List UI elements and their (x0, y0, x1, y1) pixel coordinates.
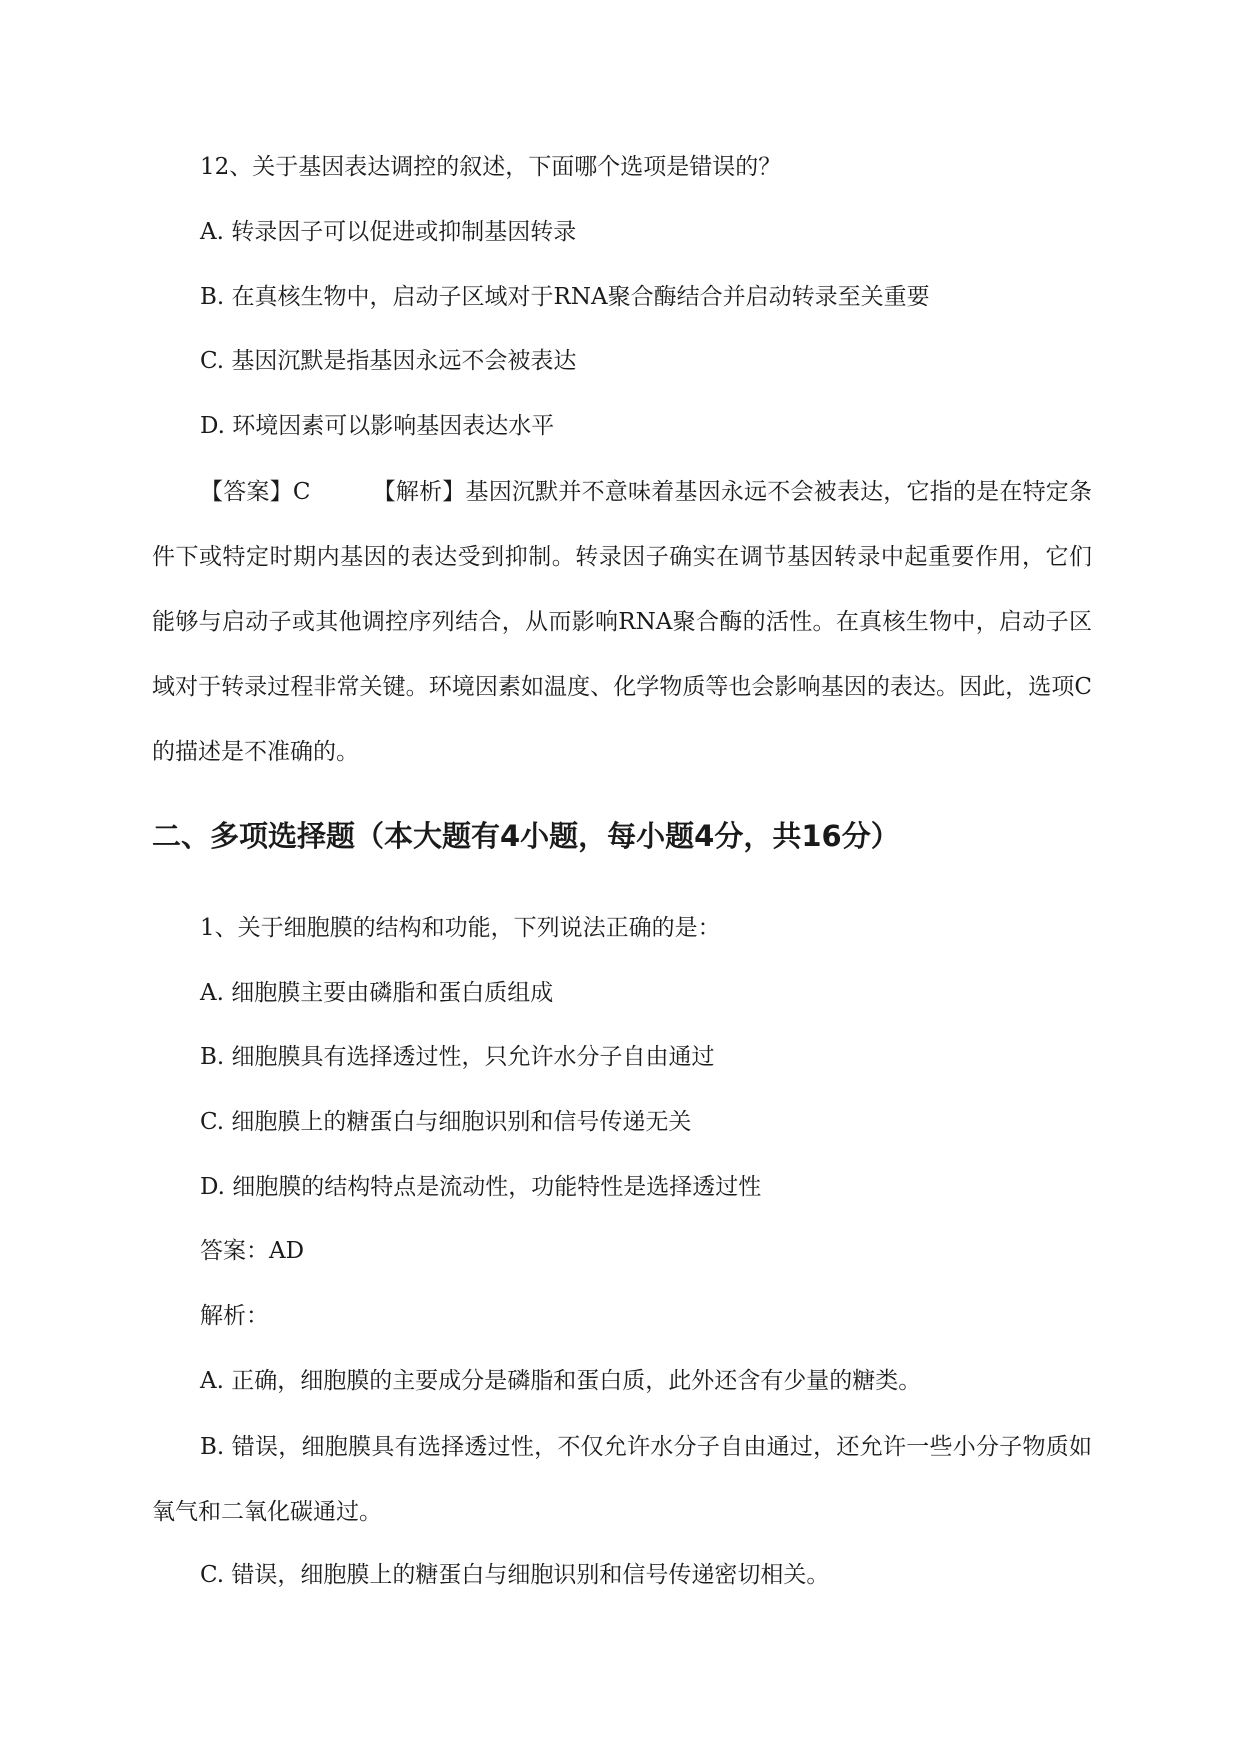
question-1-option-c: C. 细胞膜上的糖蛋白与细胞识别和信号传递无关 (200, 1109, 692, 1135)
question-1-option-a: A. 细胞膜主要由磷脂和蛋白质组成 (200, 980, 554, 1006)
question-12-answer: 【答案】C (200, 479, 311, 505)
question-12-analysis: 【解析】基因沉默并不意味着基因永远不会被表达，它指的是在特定条件下或特定时期内基因的表达受到抑制。转录因子确实在调节基因转录中起重要作用，它们能够与启动子或其他调控序列结合，从而影响RNA聚合酶的活性。在真核生物中，启动子区域对于转录过程非常关键。环境因素如温度、化学物质等也会影响基因的表达。因此，选项C的描述是不准确的。 (152, 479, 1092, 765)
question-1-analysis-a: A. 正确，细胞膜的主要成分是磷脂和蛋白质，此外还含有少量的糖类。 (200, 1368, 922, 1394)
question-12-option-d: D. 环境因素可以影响基因表达水平 (200, 413, 555, 439)
section-2-heading: 二、多项选择题（本大题有4小题，每小题4分，共16分） (152, 819, 900, 853)
question-1-answer: 答案：AD (200, 1238, 305, 1264)
question-1-stem: 1、关于细胞膜的结构和功能，下列说法正确的是： (200, 915, 721, 941)
question-1-analysis-b: B. 错误，细胞膜具有选择透过性，不仅允许水分子自由通过，还允许一些小分子物质如氧气和二氧化碳通过。 (152, 1434, 1092, 1525)
question-1-option-d: D. 细胞膜的结构特点是流动性，功能特性是选择透过性 (200, 1174, 762, 1200)
question-1-option-b: B. 细胞膜具有选择透过性，只允许水分子自由通过 (200, 1044, 715, 1070)
question-12-option-b: B. 在真核生物中，启动子区域对于RNA聚合酶结合并启动转录至关重要 (200, 284, 930, 310)
question-1-analysis-c: C. 错误，细胞膜上的糖蛋白与细胞识别和信号传递密切相关。 (200, 1562, 830, 1588)
question-12-answer-analysis (152, 460, 1092, 785)
question-12-option-a: A. 转录因子可以促进或抑制基因转录 (200, 219, 577, 245)
question-1-analysis-label: 解析： (200, 1303, 269, 1329)
question-12-option-c: C. 基因沉默是指基因永远不会被表达 (200, 348, 577, 374)
question-12-stem: 12、关于基因表达调控的叙述，下面哪个选项是错误的？ (200, 154, 782, 180)
